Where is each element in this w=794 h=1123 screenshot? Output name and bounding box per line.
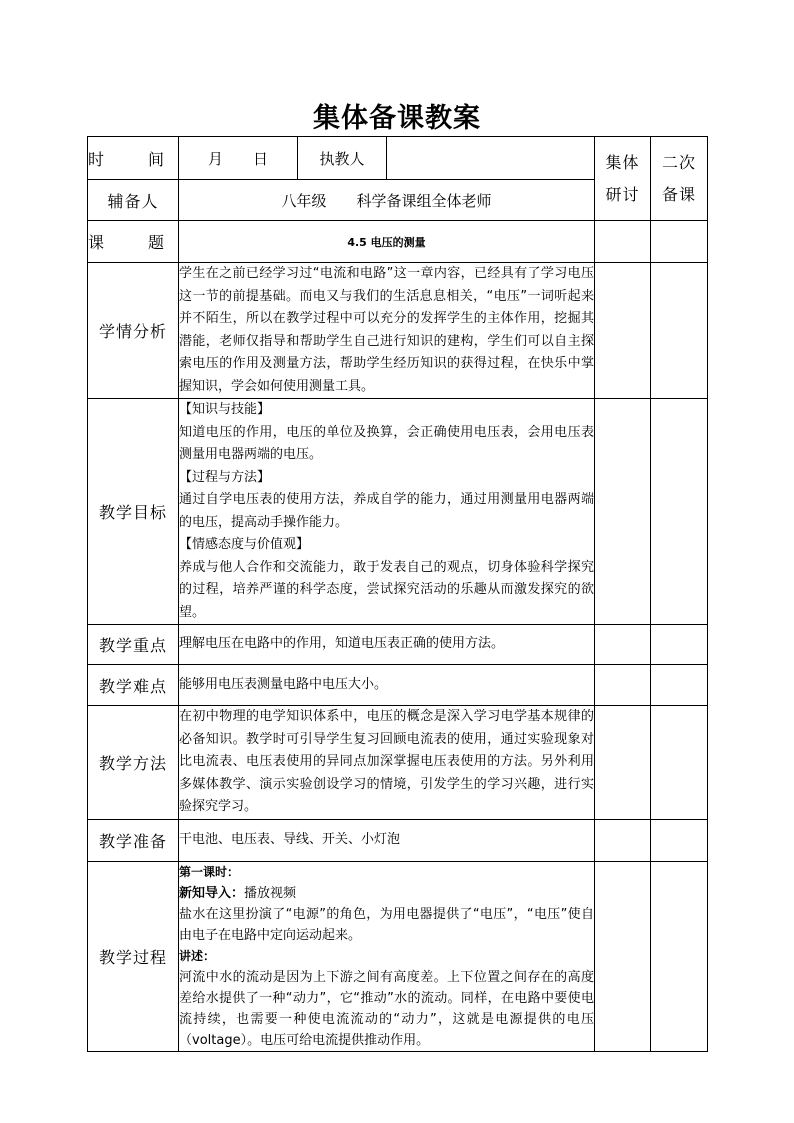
difficulties-text: 能够用电压表测量电路中电压大小。 (179, 665, 595, 706)
process-label: 教学过程 (88, 861, 179, 1051)
difficulties-label: 教学难点 (88, 665, 179, 706)
assistant-value: 八年级 科学备课组全体老师 (179, 180, 595, 221)
prep-side-2 (651, 819, 708, 861)
process-content (179, 861, 595, 1051)
teacher-label: 执教人 (298, 137, 387, 180)
method-side-1 (595, 706, 651, 820)
month-day-cell: 月 日 (179, 137, 298, 180)
process-intro (179, 883, 594, 904)
key-side-1 (595, 625, 651, 665)
process-paragraph-1: 盐水在这里扮演了“电源”的角色，为用电器提供了“电压”，“电压”使自由电子在电路中定向运动起来。 (179, 906, 594, 943)
second-prep-line1: 二次 (661, 152, 696, 172)
key-side-2 (651, 625, 708, 665)
row-time (88, 137, 708, 180)
row-key-points (88, 625, 708, 665)
method-text: 在初中物理的电学知识体系中，电压的概念是深入学习电学基本规律的必备知识。教学时可引导学生复习回顾电流表的使用，通过实验现象对比电流表、电压表使用的异同点加深掌握电压表使用的方法。另外利用多媒体教学、演示实验创设学习的情境，引发学生的学习兴趣，进行实验探究学习。 (179, 706, 595, 820)
goals-label: 教学目标 (88, 399, 179, 625)
topic-side-1 (595, 221, 651, 263)
second-prep-line2: 备课 (661, 184, 696, 204)
difficult-side-1 (595, 665, 651, 706)
prep-side-1 (595, 819, 651, 861)
key-points-label: 教学重点 (88, 625, 179, 665)
row-preparation (88, 819, 708, 861)
analysis-label: 学情分析 (88, 263, 179, 399)
analysis-side-1 (595, 263, 651, 399)
preparation-text: 干电池、电压表、导线、开关、小灯泡 (179, 819, 595, 861)
goal-heading-attitude: 【情感态度与价值观】 (179, 537, 310, 552)
analysis-text: 学生在之前已经学习过“电流和电路”这一章内容，已经具有了学习电压这一节的前提基础。而电又与我们的生活息息相关，“电压”一词听起来并不陌生，所以在教学过程中可以充分的发挥学生的主体作用，挖掘其潜能，老师仅指导和帮助学生自己进行知识的建构，学生们可以自主探索电压的作用及测量方法，帮助学生经历知识的获得过程，在快乐中掌握知识，学会如何使用测量工具。 (179, 263, 595, 399)
process-paragraph-2: 河流中水的流动是因为上下游之间有高度差。上下位置之间存在的高度差给水提供了一种“动力”，它“推动”水的流动。同样，在电路中要使电流持续，也需要一种使电流流动的“动力”，这就是电源提供的电压（voltage）。电压可给电流提供推动作用。 (179, 969, 594, 1048)
analysis-side-2 (651, 263, 708, 399)
process-side-2 (651, 861, 708, 1051)
goal-text-knowledge: 知道电压的作用，电压的单位及换算，会正确使用电压表，会用电压表测量用电器两端的电压。 (179, 424, 594, 462)
topic-label: 课 题 (88, 221, 179, 263)
goal-text-attitude: 养成与他人合作和交流能力，敢于发表自己的观点，切身体验科学探究的过程，培养严谨的科学态度，尝试探究活动的乐趣从而激发探究的欲望。 (179, 559, 594, 620)
lesson-plan-table (87, 136, 708, 1052)
goal-heading-process: 【过程与方法】 (179, 469, 271, 485)
page-title: 集体备课教案 (313, 103, 481, 134)
goals-side-1 (595, 399, 651, 625)
difficult-side-2 (651, 665, 708, 706)
time-label: 时 间 (88, 137, 179, 180)
process-intro-tail: 播放视频 (244, 885, 297, 901)
row-method (88, 706, 708, 820)
group-discussion-line2: 研讨 (605, 184, 640, 204)
row-topic (88, 221, 708, 263)
row-difficulties (88, 665, 708, 706)
process-narrate-label: 讲述： (179, 948, 216, 963)
assistant-label: 辅备人 (88, 180, 179, 221)
process-intro-head: 新知导入： (179, 885, 245, 901)
row-goals (88, 399, 708, 625)
goal-text-process: 通过自学电压表的使用方法，养成自学的能力，通过用测量用电器两端的电压，提高动手操作能力。 (179, 492, 594, 530)
process-lesson-title: 第一课时： (179, 864, 240, 879)
goal-heading-knowledge: 【知识与技能】 (179, 402, 271, 417)
second-prep-header (651, 137, 708, 221)
topic-side-2 (651, 221, 708, 263)
topic-value: 4.5 电压的测量 (179, 221, 595, 263)
method-label: 教学方法 (88, 706, 179, 820)
process-side-1 (595, 861, 651, 1051)
row-process (88, 861, 708, 1051)
goals-side-2 (651, 399, 708, 625)
key-points-text: 理解电压在电路中的作用，知道电压表正确的使用方法。 (179, 625, 595, 665)
group-discussion-header (595, 137, 651, 221)
method-side-2 (651, 706, 708, 820)
teacher-value (387, 137, 595, 180)
row-analysis (88, 263, 708, 399)
goals-content (179, 399, 595, 625)
group-discussion-line1: 集体 (605, 152, 640, 172)
preparation-label: 教学准备 (88, 819, 179, 861)
